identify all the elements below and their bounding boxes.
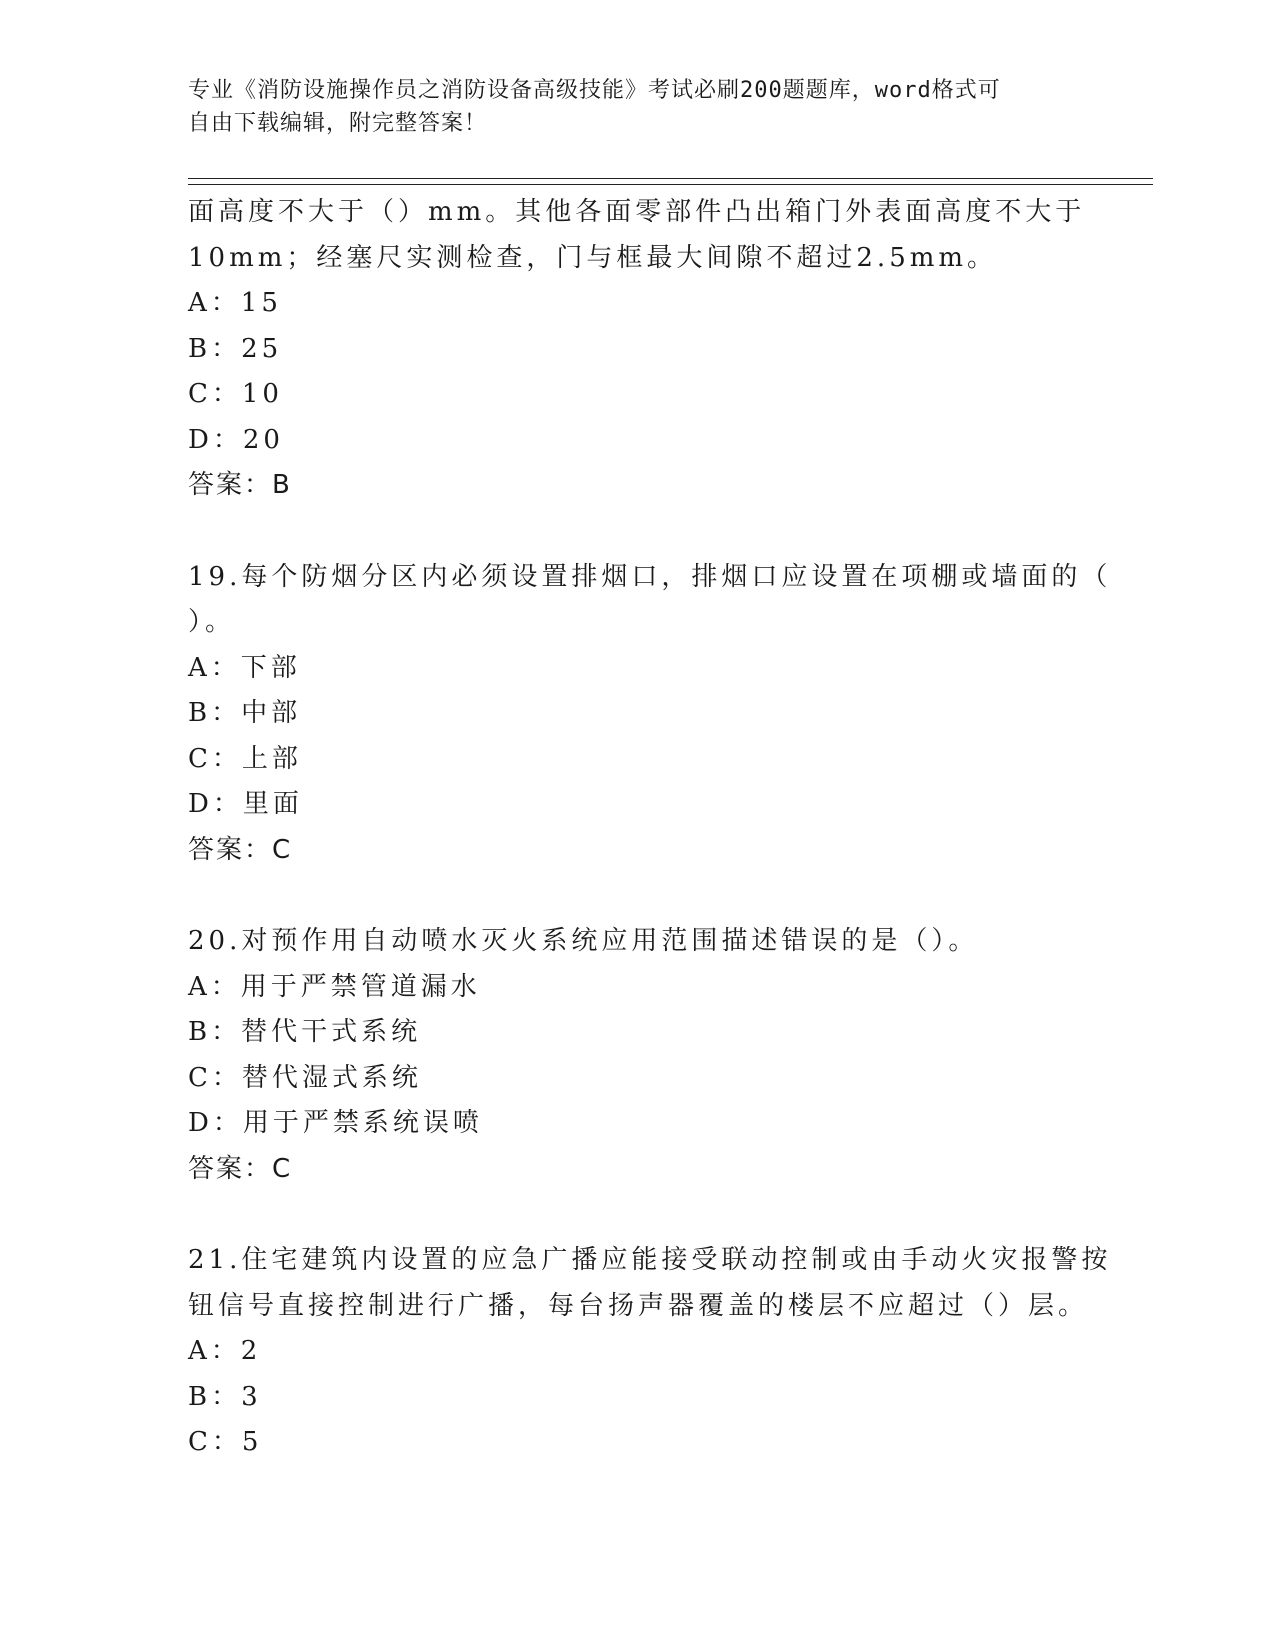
question-stem-line: 19.每个防烟分区内必须设置排烟口，排烟口应设置在项棚或墙面的（	[188, 561, 1112, 592]
option-b: B：中部	[188, 698, 302, 728]
question-spacer	[188, 873, 1088, 919]
option-c: C：替代湿式系统	[188, 1062, 422, 1093]
question-stem-line: ）。	[188, 607, 236, 637]
option-a: A：下部	[188, 652, 301, 683]
answer-line: 答案：C	[188, 1153, 293, 1184]
option-b: B：3	[188, 1381, 262, 1412]
header-divider-bottom	[188, 184, 1153, 185]
question-19	[188, 555, 1112, 874]
header-line-1: 专业《消防设施操作员之消防设备高级技能》考试必刷200题题库，word格式可	[188, 78, 1001, 103]
option-b: B：25	[188, 333, 283, 364]
question-spacer	[188, 509, 1088, 555]
option-a: A：2	[188, 1336, 262, 1366]
question-list	[188, 190, 1112, 1466]
option-a: A：用于严禁管道漏水	[188, 971, 481, 1002]
option-a: A：15	[188, 288, 282, 318]
document-header	[188, 74, 1088, 140]
option-c: C：5	[188, 1427, 263, 1457]
question-20	[188, 919, 1088, 1192]
option-b: B：替代干式系统	[188, 1017, 422, 1047]
question-stem-line: 面高度不大于（）mm。其他各面零部件凸出箱门外表面高度不大于	[188, 197, 1086, 227]
question-21	[188, 1238, 1112, 1466]
answer-line: 答案：C	[188, 834, 293, 865]
option-c: C：10	[188, 379, 283, 409]
option-c: C：上部	[188, 743, 302, 774]
header-line-2: 自由下载编辑，附完整答案！	[188, 111, 488, 136]
option-d: D：用于严禁系统误喷	[188, 1108, 483, 1138]
question-stem-line: 20.对预作用自动喷水灭火系统应用范围描述错误的是（）。	[188, 926, 979, 956]
answer-line: 答案：B	[188, 470, 292, 500]
question-18	[188, 190, 1088, 509]
question-spacer	[188, 1192, 1088, 1238]
option-d: D：里面	[188, 789, 303, 819]
question-stem-line: 钮信号直接控制进行广播，每台扬声器覆盖的楼层不应超过（）层。	[188, 1290, 1089, 1321]
header-divider-top	[188, 178, 1153, 179]
question-stem-line: 10mm；经塞尺实测检查，门与框最大间隙不超过2.5mm。	[188, 242, 998, 273]
option-d: D：20	[188, 424, 284, 455]
question-stem-line: 21.住宅建筑内设置的应急广播应能接受联动控制或由手动火灾报警按	[188, 1245, 1112, 1275]
